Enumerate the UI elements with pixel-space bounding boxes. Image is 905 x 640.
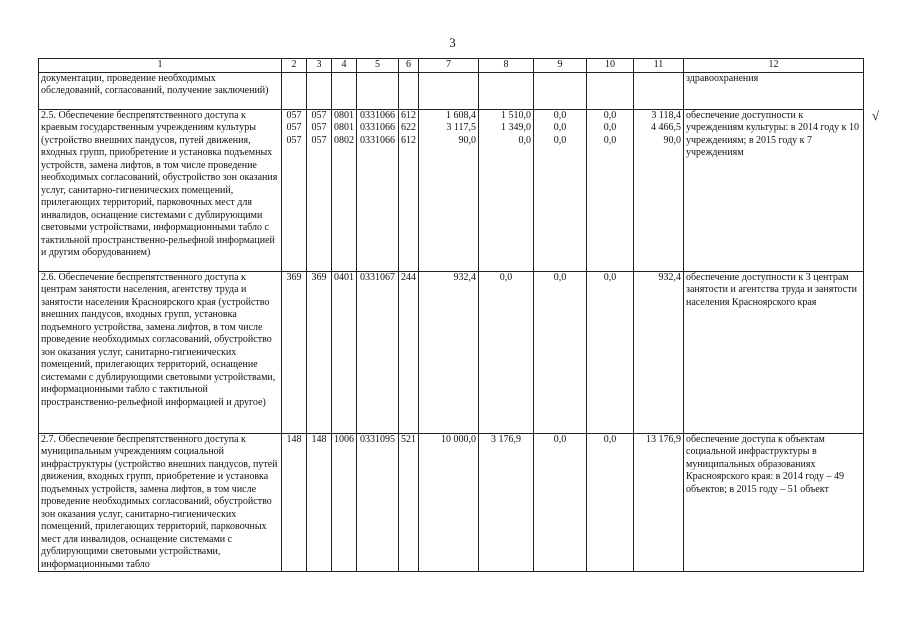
code-cell: 0331066 bbox=[360, 109, 395, 121]
amount-cell: 0,0 bbox=[553, 109, 567, 121]
header-cell: 1 bbox=[39, 59, 282, 73]
margin-check-mark: √ bbox=[872, 108, 880, 123]
budget-table bbox=[38, 58, 864, 572]
row-result: обеспечение доступа к объектам социальной инфраструктуры в муниципальных образованиях Красноярского края: в 2014 году – 49 объектов; в 2015 году – 51 объект bbox=[684, 433, 864, 572]
header-cell: 3 bbox=[307, 59, 332, 73]
row-description: документации, проведение необходимых обследований, согласований, получение заключений) bbox=[39, 72, 282, 109]
amount-cell: 3 117,5 bbox=[446, 122, 476, 133]
header-row bbox=[39, 59, 864, 73]
amount-cell: 0,0 bbox=[587, 433, 634, 572]
code-cell: 148 bbox=[282, 433, 307, 572]
code-cell: 1006 bbox=[332, 433, 357, 572]
amount-cell: 0,0 bbox=[534, 433, 587, 572]
row-description: 2.6. Обеспечение беспрепятственного доступа к центрам занятости населения, агентству труда и занятости населения Красноярского края (устройство внешних пандусов, входных групп, установка подъемного устройства, замена лифтов, в том числе проведение необходимых согласований, обустройство зон оказания услуг, санитарно-гигиенических помещений, прилегающих территорий, оснащение системами с дублирующими световыми устройствами, информационными табло с тактильной пространственно-рельефной информацией и другое) bbox=[39, 271, 282, 433]
amount-cell: 0,0 bbox=[603, 109, 617, 121]
table-row bbox=[39, 433, 864, 572]
code-cell: 612 bbox=[401, 134, 416, 146]
code-cell: 0801 bbox=[334, 122, 354, 133]
header-cell: 8 bbox=[479, 59, 534, 73]
amount-cell: 0,0 bbox=[553, 122, 567, 133]
amount-cell: 1 608,4 bbox=[446, 109, 476, 121]
amount-cell: 1 349,0 bbox=[501, 122, 531, 133]
header-cell: 6 bbox=[399, 59, 419, 73]
code-cell: 369 bbox=[282, 271, 307, 433]
code-cell: 369 bbox=[307, 271, 332, 433]
code-cell: 057 bbox=[286, 134, 302, 146]
code-cell: 0331067 bbox=[357, 271, 399, 433]
amount-cell: 0,0 bbox=[534, 271, 587, 433]
row-description: 2.5. Обеспечение беспрепятственного доступа к краевым государственным учреждениям культуры (устройство внешних пандусов, путей движения, входных групп, приобретение и установка подъемных устройств, замена лифтов, в том числе проведение необходимых согласований, обустройство зон оказания услуг, санитарно-гигиенических помещений, прилегающих территорий, парковочных мест для инвалидов, оснащение системами с дублирующими световыми устройствами, информационными табло с тактильной пространственно-рельефной информацией и другим оборудованием) bbox=[39, 109, 282, 271]
total-cell: 4 466,5 bbox=[651, 122, 681, 133]
code-cell: 057 bbox=[286, 109, 302, 121]
amount-cell: 0,0 bbox=[603, 122, 617, 133]
table-row bbox=[39, 109, 864, 271]
amount-cell: 90,0 bbox=[458, 134, 476, 146]
amount-cell: 0,0 bbox=[518, 134, 531, 146]
header-cell: 11 bbox=[634, 59, 684, 73]
code-cell: 521 bbox=[399, 433, 419, 572]
header-cell: 2 bbox=[282, 59, 307, 73]
amount-cell: 0,0 bbox=[603, 134, 617, 146]
row-result: обеспечение доступности к учреждениям культуры: в 2014 году к 10 учреждениям; в 2015 году к 7 учреждениям bbox=[684, 109, 864, 271]
row-description: 2.7. Обеспечение беспрепятственного доступа к муниципальным учреждениям социальной инфраструктуры (устройство внешних пандусов, путей движения, входных групп, приобретение и установка подъемных устройств, замена лифтов, в том числе проведение необходимых согласований, обустройство зон оказания услуг, санитарно-гигиенических помещений, прилегающих территорий, парковочных мест для инвалидов, оснащение системами с дублирующими световыми устройствами, информационными табло bbox=[39, 433, 282, 572]
total-cell: 13 176,9 bbox=[634, 433, 684, 572]
total-cell: 3 118,4 bbox=[651, 109, 681, 121]
total-cell: 90,0 bbox=[663, 134, 681, 146]
code-cell: 0331066 bbox=[360, 134, 395, 146]
total-cell: 932,4 bbox=[634, 271, 684, 433]
code-cell: 0801 bbox=[334, 109, 354, 121]
code-cell: 0331095 bbox=[357, 433, 399, 572]
table-row bbox=[39, 271, 864, 433]
code-cell: 148 bbox=[307, 433, 332, 572]
page-number: 3 bbox=[449, 35, 456, 50]
table-row bbox=[39, 72, 864, 109]
amount-cell: 10 000,0 bbox=[419, 433, 479, 572]
code-cell: 057 bbox=[311, 134, 327, 146]
header-cell: 10 bbox=[587, 59, 634, 73]
amount-cell: 0,0 bbox=[587, 271, 634, 433]
code-cell: 0331066 bbox=[360, 122, 395, 133]
code-cell: 057 bbox=[311, 109, 327, 121]
code-cell: 057 bbox=[286, 122, 302, 133]
code-cell: 0802 bbox=[334, 134, 354, 146]
amount-cell: 932,4 bbox=[419, 271, 479, 433]
header-cell: 9 bbox=[534, 59, 587, 73]
amount-cell: 0,0 bbox=[479, 271, 534, 433]
header-cell: 7 bbox=[419, 59, 479, 73]
amount-cell: 3 176,9 bbox=[479, 433, 534, 572]
code-cell: 622 bbox=[401, 122, 416, 133]
header-cell: 4 bbox=[332, 59, 357, 73]
code-cell: 244 bbox=[399, 271, 419, 433]
header-cell: 5 bbox=[357, 59, 399, 73]
amount-cell: 0,0 bbox=[553, 134, 567, 146]
row-result: здравоохранения bbox=[684, 72, 864, 109]
code-cell: 0401 bbox=[332, 271, 357, 433]
header-cell: 12 bbox=[684, 59, 864, 73]
row-result: обеспечение доступности к 3 центрам занятости и агентства труда и занятости населения Красноярского края bbox=[684, 271, 864, 433]
amount-cell: 1 510,0 bbox=[501, 109, 531, 121]
code-cell: 057 bbox=[311, 122, 327, 133]
code-cell: 612 bbox=[401, 109, 416, 121]
